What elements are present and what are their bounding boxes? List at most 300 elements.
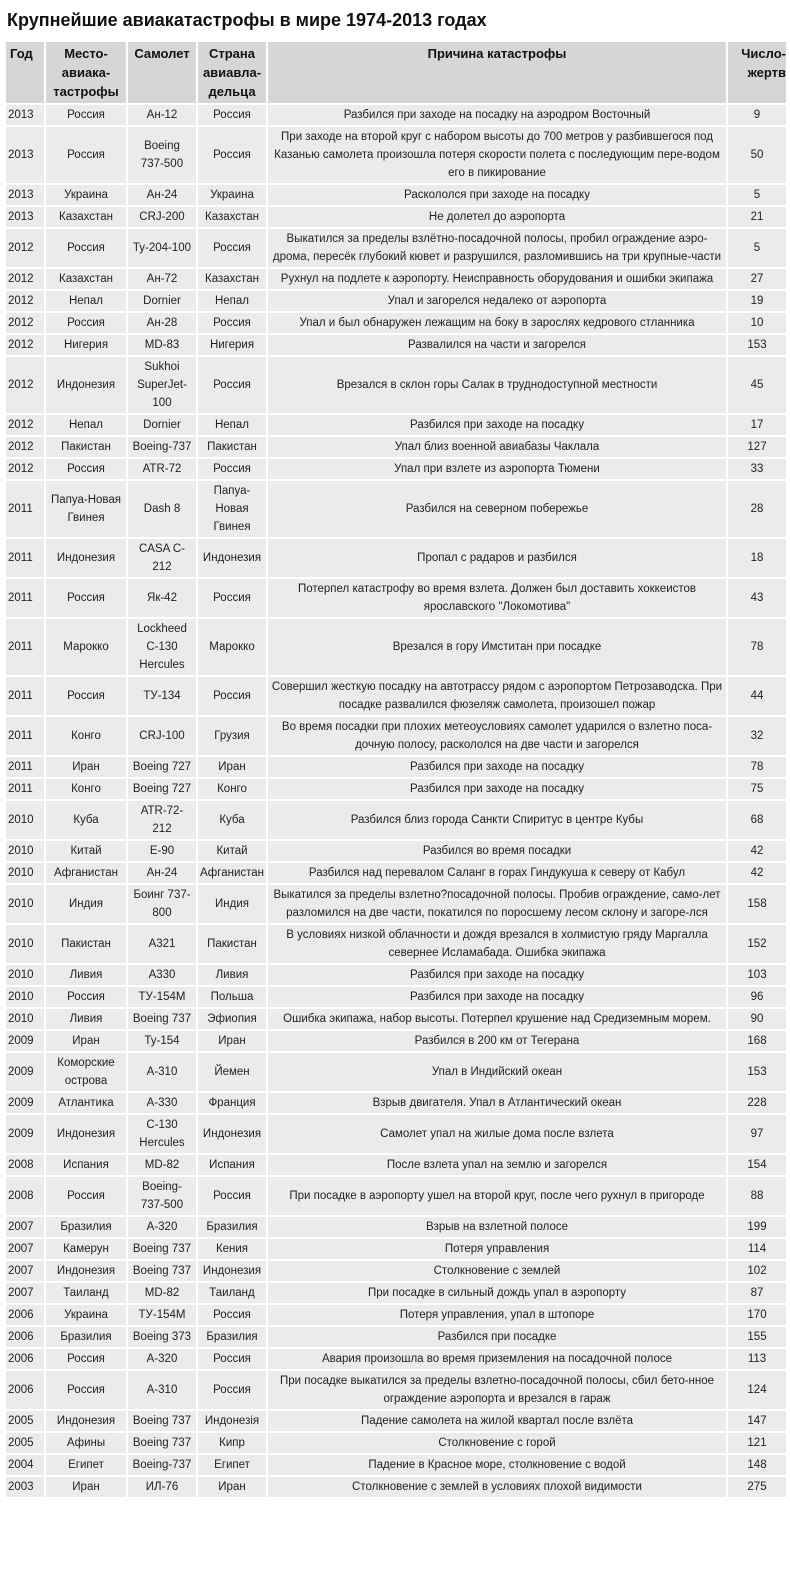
cell-aircraft: MD-83 bbox=[126, 335, 196, 355]
cell-victims: 50 bbox=[726, 127, 786, 183]
cell-owner-country: Индия bbox=[196, 885, 266, 923]
cell-year: 2011 bbox=[6, 539, 44, 577]
cell-year: 2012 bbox=[6, 357, 44, 413]
cell-aircraft: CRJ-200 bbox=[126, 207, 196, 227]
cell-year: 2006 bbox=[6, 1371, 44, 1409]
cell-victims: 148 bbox=[726, 1455, 786, 1475]
cell-cause: Потеря управления bbox=[266, 1239, 726, 1259]
cell-cause: Взрыв на взлетной полосе bbox=[266, 1217, 726, 1237]
cell-cause: Падение в Красное море, столкновение с водой bbox=[266, 1455, 726, 1475]
cell-aircraft: ATR-72 bbox=[126, 459, 196, 479]
cell-victims: 9 bbox=[726, 105, 786, 125]
cell-location: Ливия bbox=[44, 965, 126, 985]
cell-location: Россия bbox=[44, 987, 126, 1007]
table-row bbox=[6, 313, 786, 333]
cell-owner-country: Индонезия bbox=[196, 1115, 266, 1153]
cell-aircraft: Ан-24 bbox=[126, 863, 196, 883]
cell-aircraft: CRJ-100 bbox=[126, 717, 196, 755]
cell-owner-country: Афганистан bbox=[196, 863, 266, 883]
cell-cause: Разбился близ города Санкти Спиритус в центре Кубы bbox=[266, 801, 726, 839]
cell-location: Россия bbox=[44, 579, 126, 617]
cell-aircraft: Ан-28 bbox=[126, 313, 196, 333]
cell-year: 2010 bbox=[6, 841, 44, 861]
cell-aircraft: Ан-72 bbox=[126, 269, 196, 289]
cell-owner-country: Россия bbox=[196, 357, 266, 413]
cell-year: 2006 bbox=[6, 1305, 44, 1325]
cell-year: 2012 bbox=[6, 313, 44, 333]
cell-owner-country: Россия bbox=[196, 459, 266, 479]
cell-year: 2010 bbox=[6, 987, 44, 1007]
cell-victims: 5 bbox=[726, 185, 786, 205]
table-row bbox=[6, 801, 786, 839]
header-row bbox=[6, 42, 786, 103]
cell-location: Украина bbox=[44, 1305, 126, 1325]
header-location-label: Место- авиака- тастрофы bbox=[53, 46, 119, 99]
cell-owner-country: Куба bbox=[196, 801, 266, 839]
cell-owner-country: Россия bbox=[196, 1305, 266, 1325]
cell-owner-country: Иран bbox=[196, 1477, 266, 1497]
cell-year: 2012 bbox=[6, 459, 44, 479]
cell-aircraft: Boeing 737 bbox=[126, 1411, 196, 1431]
cell-year: 2006 bbox=[6, 1349, 44, 1369]
header-year: Год bbox=[6, 42, 44, 103]
table-row bbox=[6, 925, 786, 963]
header-victims-label: Число- жертв bbox=[741, 46, 786, 80]
cell-owner-country: Кения bbox=[196, 1239, 266, 1259]
table-row bbox=[6, 481, 786, 537]
cell-victims: 152 bbox=[726, 925, 786, 963]
cell-location: Индонезия bbox=[44, 539, 126, 577]
cell-location: Казахстан bbox=[44, 269, 126, 289]
table-row bbox=[6, 1009, 786, 1029]
cell-aircraft: A-320 bbox=[126, 1349, 196, 1369]
table-row bbox=[6, 415, 786, 435]
cell-aircraft: A-310 bbox=[126, 1371, 196, 1409]
cell-cause: Разбился при заходе на посадку bbox=[266, 415, 726, 435]
cell-owner-country: Казахстан bbox=[196, 207, 266, 227]
cell-cause: Ошибка экипажа, набор высоты. Потерпел крушение над Средиземным морем. bbox=[266, 1009, 726, 1029]
cell-year: 2008 bbox=[6, 1177, 44, 1215]
cell-location: Казахстан bbox=[44, 207, 126, 227]
cell-location: Испания bbox=[44, 1155, 126, 1175]
cell-year: 2009 bbox=[6, 1093, 44, 1113]
cell-cause: Разбился во время посадки bbox=[266, 841, 726, 861]
cell-owner-country: Марокко bbox=[196, 619, 266, 675]
crash-table bbox=[6, 40, 786, 1499]
cell-cause: Столкновение с землей bbox=[266, 1261, 726, 1281]
cell-owner-country: Непал bbox=[196, 415, 266, 435]
cell-owner-country: Россия bbox=[196, 105, 266, 125]
cell-victims: 127 bbox=[726, 437, 786, 457]
cell-year: 2010 bbox=[6, 885, 44, 923]
cell-aircraft: A-330 bbox=[126, 1093, 196, 1113]
cell-victims: 78 bbox=[726, 619, 786, 675]
cell-year: 2010 bbox=[6, 1009, 44, 1029]
cell-victims: 87 bbox=[726, 1283, 786, 1303]
table-row bbox=[6, 885, 786, 923]
cell-location: Иран bbox=[44, 1031, 126, 1051]
table-row bbox=[6, 863, 786, 883]
cell-location: Конго bbox=[44, 717, 126, 755]
cell-location: Россия bbox=[44, 1177, 126, 1215]
cell-year: 2012 bbox=[6, 335, 44, 355]
cell-owner-country: Йемен bbox=[196, 1053, 266, 1091]
table-row bbox=[6, 269, 786, 289]
cell-cause: Упал при взлете из аэропорта Тюмени bbox=[266, 459, 726, 479]
header-aircraft: Самолет bbox=[126, 42, 196, 103]
cell-owner-country: Россия bbox=[196, 313, 266, 333]
cell-year: 2013 bbox=[6, 207, 44, 227]
cell-year: 2003 bbox=[6, 1477, 44, 1497]
header-location bbox=[44, 42, 126, 103]
cell-year: 2010 bbox=[6, 863, 44, 883]
cell-victims: 21 bbox=[726, 207, 786, 227]
cell-year: 2011 bbox=[6, 481, 44, 537]
cell-owner-country: Китай bbox=[196, 841, 266, 861]
cell-cause: Упал и загорелся недалеко от аэропорта bbox=[266, 291, 726, 311]
cell-aircraft: Boeing 737 bbox=[126, 1433, 196, 1453]
cell-aircraft: Dornier bbox=[126, 415, 196, 435]
cell-victims: 43 bbox=[726, 579, 786, 617]
cell-victims: 17 bbox=[726, 415, 786, 435]
cell-year: 2010 bbox=[6, 801, 44, 839]
cell-cause: Столкновение с горой bbox=[266, 1433, 726, 1453]
cell-location: Иран bbox=[44, 757, 126, 777]
cell-aircraft: A330 bbox=[126, 965, 196, 985]
cell-owner-country: Украина bbox=[196, 185, 266, 205]
cell-owner-country: Пакистан bbox=[196, 925, 266, 963]
cell-aircraft: Boeing 737-500 bbox=[126, 127, 196, 183]
cell-year: 2010 bbox=[6, 965, 44, 985]
cell-location: Марокко bbox=[44, 619, 126, 675]
cell-victims: 68 bbox=[726, 801, 786, 839]
cell-owner-country: Кипр bbox=[196, 1433, 266, 1453]
cell-location: Россия bbox=[44, 229, 126, 267]
cell-owner-country: Россия bbox=[196, 579, 266, 617]
cell-location: Индонезия bbox=[44, 1411, 126, 1431]
cell-owner-country: Франция bbox=[196, 1093, 266, 1113]
table-row bbox=[6, 1177, 786, 1215]
cell-aircraft: MD-82 bbox=[126, 1155, 196, 1175]
cell-aircraft: Boeing 737 bbox=[126, 1239, 196, 1259]
cell-location: Пакистан bbox=[44, 925, 126, 963]
cell-aircraft: A321 bbox=[126, 925, 196, 963]
cell-victims: 44 bbox=[726, 677, 786, 715]
cell-aircraft: CASA C- 212 bbox=[126, 539, 196, 577]
cell-victims: 275 bbox=[726, 1477, 786, 1497]
cell-location: Россия bbox=[44, 677, 126, 715]
table-row bbox=[6, 1031, 786, 1051]
cell-aircraft: ATR-72- 212 bbox=[126, 801, 196, 839]
table-row bbox=[6, 185, 786, 205]
cell-aircraft: Boeing 727 bbox=[126, 779, 196, 799]
cell-cause: Авария произошла во время приземления на посадочной полосе bbox=[266, 1349, 726, 1369]
cell-owner-country: Россия bbox=[196, 1371, 266, 1409]
table-row bbox=[6, 1239, 786, 1259]
cell-victims: 103 bbox=[726, 965, 786, 985]
cell-year: 2013 bbox=[6, 105, 44, 125]
cell-location: Россия bbox=[44, 1371, 126, 1409]
cell-cause: При посадке в сильный дождь упал в аэропорту bbox=[266, 1283, 726, 1303]
cell-cause: Разбился при заходе на посадку bbox=[266, 965, 726, 985]
cell-owner-country: Грузия bbox=[196, 717, 266, 755]
cell-year: 2006 bbox=[6, 1327, 44, 1347]
cell-owner-country: Таиланд bbox=[196, 1283, 266, 1303]
cell-location: Ливия bbox=[44, 1009, 126, 1029]
cell-cause: В условиях низкой облачности и дождя врезался в холмистую гряду Маргалла севернее Исламабада. Ошибка экипажа bbox=[266, 925, 726, 963]
cell-cause: Взрыв двигателя. Упал в Атлантический океан bbox=[266, 1093, 726, 1113]
cell-owner-country: Россия bbox=[196, 127, 266, 183]
cell-owner-country: Непал bbox=[196, 291, 266, 311]
cell-year: 2011 bbox=[6, 677, 44, 715]
table-row bbox=[6, 357, 786, 413]
cell-year: 2007 bbox=[6, 1239, 44, 1259]
cell-year: 2012 bbox=[6, 415, 44, 435]
cell-owner-country: Египет bbox=[196, 1455, 266, 1475]
cell-victims: 78 bbox=[726, 757, 786, 777]
cell-year: 2007 bbox=[6, 1261, 44, 1281]
cell-owner-country: Индонезія bbox=[196, 1411, 266, 1431]
table-row bbox=[6, 105, 786, 125]
cell-cause: Выкатился за пределы взлетно?посадочной полосы. Пробив ограждение, само-лет разломился на две части, покатился по поросшему лесом склону и загоре-лся bbox=[266, 885, 726, 923]
header-owner-country bbox=[196, 42, 266, 103]
cell-year: 2012 bbox=[6, 269, 44, 289]
cell-cause: Врезался в гору Имститан при посадке bbox=[266, 619, 726, 675]
cell-owner-country: Испания bbox=[196, 1155, 266, 1175]
cell-owner-country: Индонезия bbox=[196, 1261, 266, 1281]
table-row bbox=[6, 1053, 786, 1091]
cell-owner-country: Нигерия bbox=[196, 335, 266, 355]
cell-owner-country: Ливия bbox=[196, 965, 266, 985]
cell-victims: 90 bbox=[726, 1009, 786, 1029]
cell-victims: 158 bbox=[726, 885, 786, 923]
cell-location: Афины bbox=[44, 1433, 126, 1453]
cell-owner-country: Россия bbox=[196, 229, 266, 267]
cell-aircraft: Boeing-737 bbox=[126, 437, 196, 457]
cell-owner-country: Конго bbox=[196, 779, 266, 799]
cell-aircraft: Lockheed C-130 Hercules bbox=[126, 619, 196, 675]
table-row bbox=[6, 779, 786, 799]
cell-victims: 19 bbox=[726, 291, 786, 311]
cell-victims: 32 bbox=[726, 717, 786, 755]
cell-aircraft: Ан-24 bbox=[126, 185, 196, 205]
table-row bbox=[6, 1455, 786, 1475]
cell-year: 2005 bbox=[6, 1411, 44, 1431]
cell-location: Куба bbox=[44, 801, 126, 839]
cell-location: Коморские острова bbox=[44, 1053, 126, 1091]
cell-owner-country: Бразилия bbox=[196, 1327, 266, 1347]
cell-location: Папуа-Новая Гвинея bbox=[44, 481, 126, 537]
cell-cause: Упал в Индийский океан bbox=[266, 1053, 726, 1091]
cell-location: Индонезия bbox=[44, 1115, 126, 1153]
table-row bbox=[6, 1411, 786, 1431]
cell-aircraft: Боинг 737- 800 bbox=[126, 885, 196, 923]
cell-victims: 154 bbox=[726, 1155, 786, 1175]
cell-cause: Выкатился за пределы взлётно-посадочной полосы, пробил ограждение аэро-дрома, пересёк глубокий кювет и разрушился, разломившись на три крупные-части bbox=[266, 229, 726, 267]
cell-victims: 121 bbox=[726, 1433, 786, 1453]
cell-location: Россия bbox=[44, 1349, 126, 1369]
cell-cause: Разбился при заходе на посадку bbox=[266, 987, 726, 1007]
table-row bbox=[6, 1327, 786, 1347]
cell-victims: 96 bbox=[726, 987, 786, 1007]
cell-year: 2011 bbox=[6, 757, 44, 777]
cell-aircraft: Boeing-737 bbox=[126, 1455, 196, 1475]
cell-aircraft: A-320 bbox=[126, 1217, 196, 1237]
cell-location: Афганистан bbox=[44, 863, 126, 883]
cell-location: Россия bbox=[44, 459, 126, 479]
cell-victims: 45 bbox=[726, 357, 786, 413]
cell-owner-country: Иран bbox=[196, 1031, 266, 1051]
table-row bbox=[6, 437, 786, 457]
cell-owner-country: Бразилия bbox=[196, 1217, 266, 1237]
cell-cause: Разбился при заходе на посадку на аэродром Восточный bbox=[266, 105, 726, 125]
cell-owner-country: Польша bbox=[196, 987, 266, 1007]
cell-cause: При посадке в аэропорту ушел на второй круг, после чего рухнул в пригороде bbox=[266, 1177, 726, 1215]
cell-victims: 75 bbox=[726, 779, 786, 799]
cell-cause: Разбился при заходе на посадку bbox=[266, 757, 726, 777]
cell-victims: 147 bbox=[726, 1411, 786, 1431]
table-row bbox=[6, 1349, 786, 1369]
cell-victims: 170 bbox=[726, 1305, 786, 1325]
cell-location: Непал bbox=[44, 415, 126, 435]
cell-location: Бразилия bbox=[44, 1217, 126, 1237]
cell-aircraft: Як-42 bbox=[126, 579, 196, 617]
cell-owner-country: Казахстан bbox=[196, 269, 266, 289]
cell-aircraft: ТУ-154М bbox=[126, 987, 196, 1007]
cell-aircraft: Boeing 373 bbox=[126, 1327, 196, 1347]
cell-victims: 113 bbox=[726, 1349, 786, 1369]
cell-victims: 199 bbox=[726, 1217, 786, 1237]
cell-aircraft: Dash 8 bbox=[126, 481, 196, 537]
cell-year: 2009 bbox=[6, 1115, 44, 1153]
cell-aircraft: Boeing 737 bbox=[126, 1009, 196, 1029]
table-row bbox=[6, 1155, 786, 1175]
cell-location: Бразилия bbox=[44, 1327, 126, 1347]
cell-victims: 42 bbox=[726, 863, 786, 883]
cell-location: Конго bbox=[44, 779, 126, 799]
cell-aircraft: Ту-154 bbox=[126, 1031, 196, 1051]
cell-year: 2004 bbox=[6, 1455, 44, 1475]
cell-cause: Падение самолета на жилой квартал после взлёта bbox=[266, 1411, 726, 1431]
table-row bbox=[6, 579, 786, 617]
cell-location: Египет bbox=[44, 1455, 126, 1475]
cell-year: 2007 bbox=[6, 1283, 44, 1303]
table-row bbox=[6, 335, 786, 355]
cell-year: 2013 bbox=[6, 127, 44, 183]
table-row bbox=[6, 987, 786, 1007]
cell-victims: 88 bbox=[726, 1177, 786, 1215]
cell-cause: Рухнул на подлете к аэропорту. Неисправность оборудования и ошибки экипажа bbox=[266, 269, 726, 289]
cell-year: 2011 bbox=[6, 579, 44, 617]
cell-cause: Разбился на северном побережье bbox=[266, 481, 726, 537]
cell-victims: 153 bbox=[726, 335, 786, 355]
cell-year: 2009 bbox=[6, 1053, 44, 1091]
cell-owner-country: Папуа-Новая Гвинея bbox=[196, 481, 266, 537]
cell-cause: После взлета упал на землю и загорелся bbox=[266, 1155, 726, 1175]
table-row bbox=[6, 1433, 786, 1453]
cell-victims: 5 bbox=[726, 229, 786, 267]
table-row bbox=[6, 539, 786, 577]
table-row bbox=[6, 1217, 786, 1237]
cell-owner-country: Россия bbox=[196, 677, 266, 715]
table-row bbox=[6, 127, 786, 183]
cell-location: Пакистан bbox=[44, 437, 126, 457]
cell-year: 2012 bbox=[6, 437, 44, 457]
table-row bbox=[6, 841, 786, 861]
cell-cause: Не долетел до аэропорта bbox=[266, 207, 726, 227]
cell-cause: Самолет упал на жилые дома после взлета bbox=[266, 1115, 726, 1153]
cell-victims: 102 bbox=[726, 1261, 786, 1281]
header-owner-country-label: Страна авиавла- дельца bbox=[202, 46, 262, 99]
cell-cause: При заходе на второй круг с набором высоты до 700 метров у разбившегося под Казанью самолета произошла потеря скорости полета с последующим пере-водом его в пикирование bbox=[266, 127, 726, 183]
cell-cause: Упал и был обнаружен лежащим на боку в зарослях кедрового стланника bbox=[266, 313, 726, 333]
table-row bbox=[6, 619, 786, 675]
cell-cause: Упал близ военной авиабазы Чаклала bbox=[266, 437, 726, 457]
table-row bbox=[6, 229, 786, 267]
cell-location: Индонезия bbox=[44, 357, 126, 413]
cell-cause: При посадке выкатился за пределы взлетно-посадочной полосы, сбил бето-нное ограждение аэропорта и врезался в гараж bbox=[266, 1371, 726, 1409]
cell-cause: Развалился на части и загорелся bbox=[266, 335, 726, 355]
cell-cause: Разбился при заходе на посадку bbox=[266, 779, 726, 799]
table-row bbox=[6, 207, 786, 227]
cell-cause: Раскололся при заходе на посадку bbox=[266, 185, 726, 205]
table-row bbox=[6, 459, 786, 479]
cell-victims: 28 bbox=[726, 481, 786, 537]
cell-victims: 114 bbox=[726, 1239, 786, 1259]
cell-aircraft: MD-82 bbox=[126, 1283, 196, 1303]
cell-location: Россия bbox=[44, 313, 126, 333]
header-victims bbox=[726, 42, 786, 103]
cell-year: 2011 bbox=[6, 779, 44, 799]
cell-location: Нигерия bbox=[44, 335, 126, 355]
cell-cause: Разбился в 200 км от Тегерана bbox=[266, 1031, 726, 1051]
cell-year: 2010 bbox=[6, 925, 44, 963]
cell-year: 2007 bbox=[6, 1217, 44, 1237]
cell-year: 2008 bbox=[6, 1155, 44, 1175]
cell-victims: 33 bbox=[726, 459, 786, 479]
cell-victims: 155 bbox=[726, 1327, 786, 1347]
cell-location: Камерун bbox=[44, 1239, 126, 1259]
cell-aircraft: ИЛ-76 bbox=[126, 1477, 196, 1497]
cell-victims: 153 bbox=[726, 1053, 786, 1091]
cell-victims: 97 bbox=[726, 1115, 786, 1153]
cell-location: Индия bbox=[44, 885, 126, 923]
table-body bbox=[6, 105, 786, 1497]
cell-year: 2012 bbox=[6, 291, 44, 311]
cell-cause: Разбился при посадке bbox=[266, 1327, 726, 1347]
cell-location: Россия bbox=[44, 105, 126, 125]
table-row bbox=[6, 757, 786, 777]
cell-cause: Потеря управления, упал в штопоре bbox=[266, 1305, 726, 1325]
cell-aircraft: E-90 bbox=[126, 841, 196, 861]
cell-victims: 42 bbox=[726, 841, 786, 861]
cell-cause: Врезался в склон горы Салак в труднодоступной местности bbox=[266, 357, 726, 413]
table-row bbox=[6, 677, 786, 715]
cell-aircraft: Dornier bbox=[126, 291, 196, 311]
cell-aircraft: Boeing 737 bbox=[126, 1261, 196, 1281]
cell-owner-country: Иран bbox=[196, 757, 266, 777]
cell-location: Иран bbox=[44, 1477, 126, 1497]
cell-victims: 18 bbox=[726, 539, 786, 577]
cell-owner-country: Россия bbox=[196, 1349, 266, 1369]
cell-victims: 228 bbox=[726, 1093, 786, 1113]
cell-cause: Потерпел катастрофу во время взлета. Должен был доставить хоккеистов ярославского "Локомотива" bbox=[266, 579, 726, 617]
cell-year: 2011 bbox=[6, 717, 44, 755]
cell-location: Россия bbox=[44, 127, 126, 183]
page-title: Крупнейшие авиакатастрофы в мире 1974-2013 годах bbox=[7, 10, 487, 30]
cell-aircraft: C-130 Hercules bbox=[126, 1115, 196, 1153]
cell-cause: Совершил жесткую посадку на автотрассу рядом с аэропортом Петрозаводска. При посадке развалился фюзеляж самолета, произошел пожар bbox=[266, 677, 726, 715]
